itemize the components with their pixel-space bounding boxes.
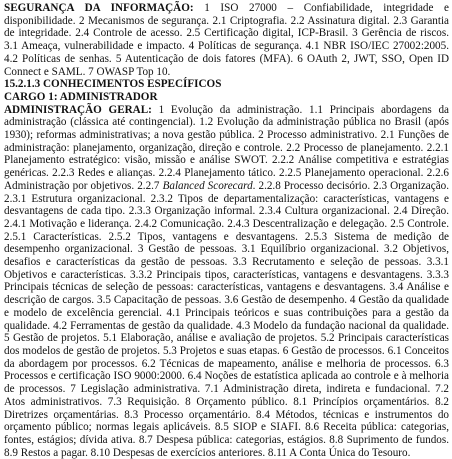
- balanced-scorecard-term: Balanced Scorecard: [162, 179, 253, 192]
- admin-geral-heading: ADMINISTRAÇÃO GERAL:: [4, 103, 152, 116]
- admin-geral-text-part1: 1 Evolução da administração. 1.1 Principais abordagens da administração (clássica até contingencial). 1.2 Evolução da administração pública no Brasil (após 1930); reformas administrativas; a nova gestão pública. 2 Processo administrativo. 2.1 Funções de administração: planejamento, organização, direção e controle. 2.2 Processo de planejamento. 2.2.1 Planejamento estratégico: visão, missão e análise SWOT. 2.2.2 Análise competitiva e estratégias genéricas. 2.2.3 Redes e alianças. 2.2.4 Planejamento tático. 2.2.5 Planejamento operacional. 2.2.6 Administração por objetivos. 2.2.7: [4, 103, 449, 192]
- admin-geral-paragraph: [4, 104, 449, 459]
- specific-knowledge-heading: 15.2.1.3 CONHECIMENTOS ESPECÍFICOS: [4, 78, 222, 91]
- security-paragraph: [4, 2, 449, 78]
- admin-geral-text-part2: . 2.2.8 Processo decisório. 2.3 Organização. 2.3.1 Estrutura organizacional. 2.3.2 Tipos de departamentalização: características, vantagens e desvantagens de cada tipo. 2.3.3 Organização informal. 2.3.4 Cultura organizacional. 2.4 Direção. 2.4.1 Motivação e liderança. 2.4.2 Comunicação. 2.4.3 Descentralização e delegação. 2.5 Controle. 2.5.1 Características. 2.5.2 Tipos, vantagens e desvantagens. 2.5.3 Sistema de medição de desempenho organizacional. 3 Gestão de pessoas. 3.1 Equilíbrio organizacional. 3.2 Objetivos, desafios e características da gestão de pessoas. 3.3 Recrutamento e seleção de pessoas. 3.3.1 Objetivos e características. 3.3.2 Principais tipos, características, vantagens e desvantagens. 3.3.3 Principais técnicas de seleção de pessoas: características, vantagens e desvantagens. 3.4 Análise e descrição de cargos. 3.5 Capacitação de pessoas. 3.6 Gestão de desempenho. 4 Gestão da qualidade e modelo de excelência gerencial. 4.1 Principais teóricos e suas contribuições para a gestão da qualidade. 4.2 Ferramentas de gestão da qualidade. 4.3 Modelo da fundação nacional da qualidade. 5 Gestão de projetos. 5.1 Elaboração, análise e avaliação de projetos. 5.2 Principais características dos modelos de gestão de projetos. 5.3 Projetos e suas etapas. 6 Gestão de processos. 6.1 Conceitos da abordagem por processos. 6.2 Técnicas de mapeamento, análise e melhoria de processos. 6.3 Processos e certificação ISO 9000:2000. 6.4 Noções de estatística aplicada ao controle e à melhoria de processos. 7 Legislação administrativa. 7.1 Administração direta, indireta e fundacional. 7.2 Atos administrativos. 7.3 Requisição. 8 Orçamento público. 8.1 Princípios orçamentários. 8.2 Diretrizes orçamentárias. 8.3 Processo orçamentário. 8.4 Métodos, técnicas e instrumentos do orçamento público; normas legais aplicáveis. 8.5 SIOP e SIAFI. 8.6 Receita pública: categorias, fontes, estágios; dívida ativa. 8.7 Despesa pública: categorias, estágios. 8.8 Suprimento de fundos. 8.9 Restos a pagar. 8.10 Despesas de exercícios anteriores. 8.11 A Conta Única do Tesouro.: [4, 179, 449, 459]
- security-text: 1 ISO 27000 – Confiabilidade, integridade e disponibilidade. 2 Mecanismos de segurança. 2.1 Criptografia. 2.2 Assinatura digital. 2.3 Garantia de integridade. 2.4 Controle de acesso. 2.5 Certificação digital, ICP-Brasil. 3 Gerência de riscos. 3.1 Ameaça, vulnerabilidade e impacto. 4 Políticas de segurança. 4.1 NBR ISO/IEC 27002:2005. 4.2 Políticas de senhas. 5 Autenticação de dois fatores (MFA). 6 OAuth 2, JWT, SSO, Open ID Connect e SAML. 7 OWASP Top 10.: [4, 2, 449, 78]
- cargo-heading: CARGO 1: ADMINISTRADOR: [4, 90, 158, 103]
- security-heading: SEGURANÇA DA INFORMAÇÃO:: [4, 2, 194, 14]
